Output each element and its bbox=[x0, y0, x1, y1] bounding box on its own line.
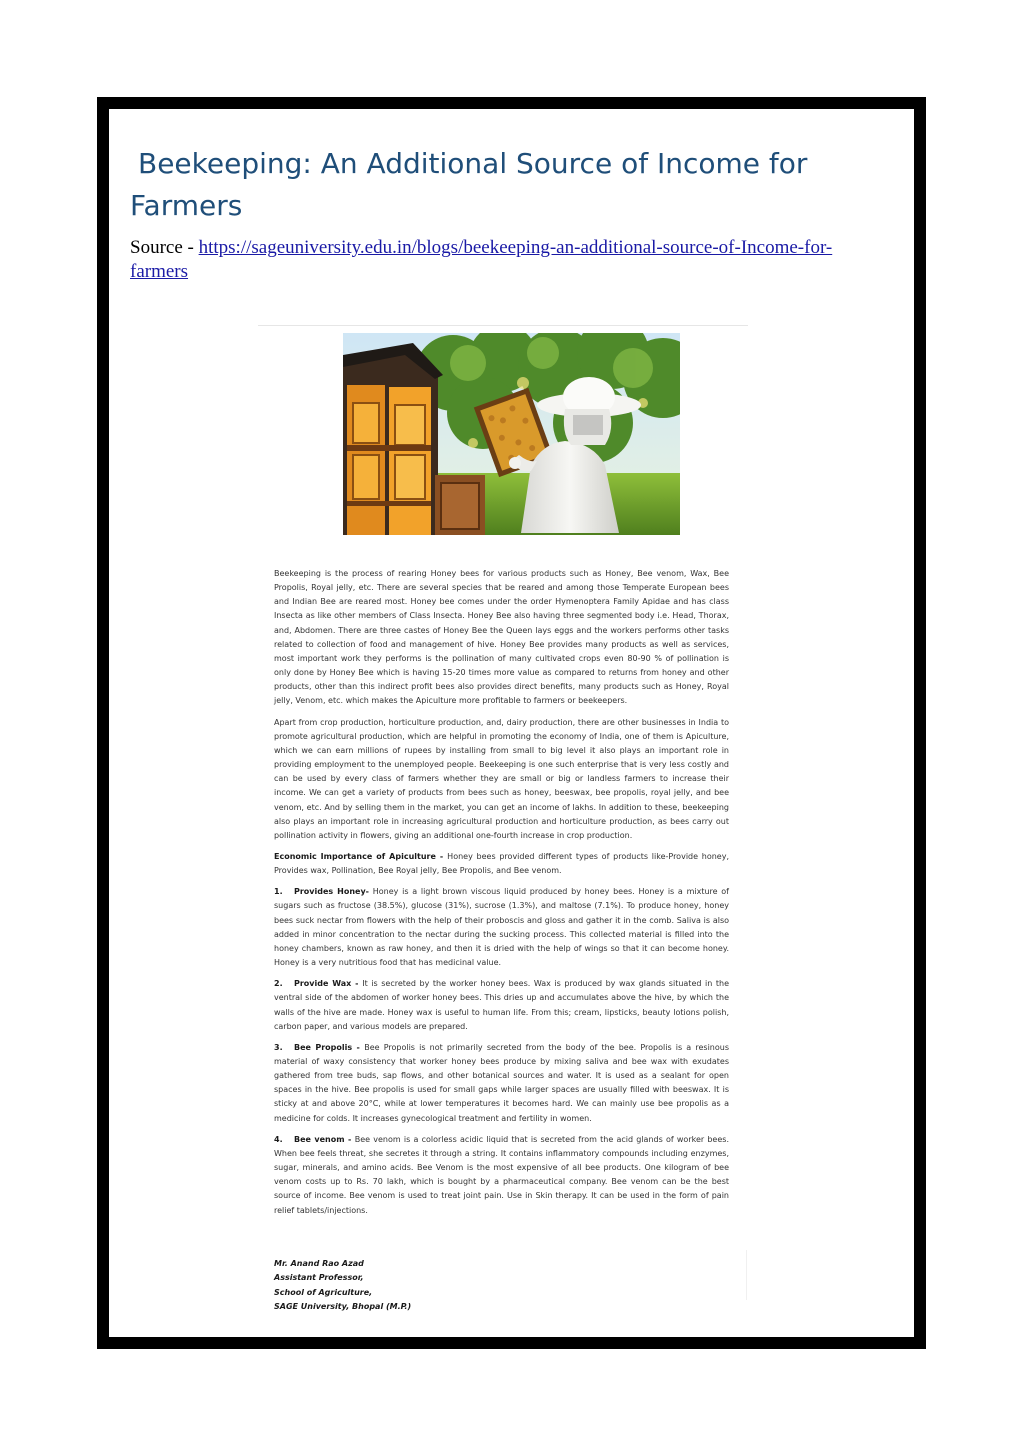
source-link[interactable] bbox=[130, 237, 900, 284]
item-number: 1. bbox=[274, 887, 283, 897]
item-heading: Bee Propolis - bbox=[294, 1042, 365, 1052]
intro-paragraph: Beekeeping is the process of rearing Honey bees for various products such as Honey, Bee venom, Wax, Bee Propolis, Royal jelly, etc. There are several species that be reared and among those Temperate European bees and Indian Bee are reared most. Honey bee comes under the order Hymenoptera Family Apidae and has class Insecta as like other members of Class Insecta. Honey Bee also having three segmented body i.e. Head, Thorax, and, Abdomen. There are three castes of Honey Bee the Queen lays eggs and the workers performs other tasks related to collection of food and management of hive. Honey Bee provides many products as well as services, most important work they performs is the pollination of many cultivated crops even 80-90 % of pollination is only done by Honey Bee which is having 15-20 times more value as compared to returns from honey and other products, other than this indirect profit bees also provides direct benefits, many products such as Honey, Royal jelly, Venom, etc. which makes the Apiculture more profitable to farmers or beekeepers. bbox=[274, 569, 729, 706]
list-item-propolis bbox=[274, 1041, 729, 1126]
title-line-2: Farmers bbox=[130, 189, 243, 222]
item-heading: Bee venom - bbox=[294, 1134, 355, 1144]
source-link-part-2: farmers bbox=[130, 261, 189, 282]
list-item-wax bbox=[274, 977, 729, 1034]
economic-importance-text: Honey bees provided different types of products like-Provide honey, Provides wax, Pollination, Bee Royal jelly, Bee Propolis, and Bee venom. bbox=[274, 851, 730, 876]
divider bbox=[746, 1250, 747, 1300]
economic-importance-heading: Economic Importance of Apiculture - bbox=[274, 851, 448, 861]
economic-importance-paragraph bbox=[274, 850, 729, 878]
author-role: Assistant Professor, bbox=[274, 1273, 364, 1283]
divider bbox=[258, 325, 748, 326]
author-signature bbox=[274, 1257, 411, 1314]
article-body bbox=[274, 567, 729, 1225]
list-item-honey bbox=[274, 885, 729, 970]
item-text: Bee Propolis is not primarily secreted from the body of the bee. Propolis is a resinous material of waxy consistency that worker honey bees produce by mixing saliva and bee wax with exudates gathered from tree buds, sap flows, and other botanical sources and water. It is used as a sealant for open spaces in the hive. Bee propolis is used for small gaps while larger spaces are usually filled with beeswax. It is sticky at and above 20°C, while at lower temperatures it becomes hard. We can mainly use bee propolis as a medicine for colds. It increases gynecological treatment and fertility in women. bbox=[274, 1042, 729, 1123]
list-item-venom bbox=[274, 1133, 729, 1218]
item-number: 3. bbox=[274, 1042, 283, 1052]
author-university: SAGE University, Bhopal (M.P.) bbox=[274, 1301, 412, 1311]
page-title bbox=[130, 143, 830, 227]
item-text: Honey is a light brown viscous liquid produced by honey bees. Honey is a mixture of sugars such as fructose (38.5%), glucose (31%), sucrose (1.3%), and maltose (7.1%). To produce honey, honey bees suck nectar from flowers with the help of their proboscis and gloss and gather it in the comb. Saliva is also added in minor concentration to the nectar during the sucking process. This collected material is filled into the honey chambers, known as raw honey, and then it is dried with the help of wings so that it can become honey. Honey is a very nutritious food that has medicinal value. bbox=[274, 887, 729, 968]
second-paragraph: Apart from crop production, horticulture production, and, dairy production, there are other businesses in India to promote agricultural production, which are helpful in promoting the economy of India, one of them is Apiculture, which we can earn millions of rupees by installing from small to big level it also plays an important role in providing employment to the unemployed people. Beekeeping is one such enterprise that is very less costly and can be used by every class of farmers whether they are small or big or landless farmers to increase their income. We can get a variety of products from bees such as honey, beeswax, bee propolis, royal jelly, and bee venom, etc. And by selling them in the market, you can get an income of lakhs. In addition to these, beekeeping also plays an important role in increasing agricultural production and horticulture production, as bees carry out pollination activity in flowers, giving an additional one-fourth increase in crop production. bbox=[274, 717, 729, 840]
author-school: School of Agriculture, bbox=[274, 1287, 373, 1297]
item-number: 2. bbox=[274, 979, 283, 989]
item-heading: Provides Honey- bbox=[294, 887, 369, 897]
author-name: Mr. Anand Rao Azad bbox=[274, 1259, 364, 1268]
title-line-1: Beekeeping: An Additional Source of Income for bbox=[138, 147, 808, 180]
source-link-part-1: https://sageuniversity.edu.in/blogs/beekeeping-an-additional-source-of-Income-for- bbox=[198, 237, 833, 258]
beekeeper-photo bbox=[343, 333, 680, 535]
item-heading: Provide Wax - bbox=[294, 979, 363, 989]
item-text: It is secreted by the worker honey bees. Wax is produced by wax glands situated in the ventral side of the abdomen of worker honey bees. This dries up and accumulates above the hive, by which the walls of the hive are made. Honey wax is useful to human life. From this; cream, lipsticks, beauty lotions polish, carbon paper, and various models are prepared. bbox=[274, 979, 729, 1031]
source-label: Source - bbox=[130, 237, 199, 258]
source-line bbox=[130, 236, 900, 284]
item-number: 4. bbox=[274, 1134, 283, 1144]
item-text: Bee venom is a colorless acidic liquid that is secreted from the acid glands of worker bees. When bee feels threat, she secretes it through a string. It contains inflammatory compounds including enzymes, sugar, minerals, and amino acids. Bee Venom is the most expensive of all bee products. One kilogram of bee venom costs up to Rs. 70 lakh, which is bought by a pharmaceutical company. Bee venom can be the best source of income. Bee venom is used to treat joint pain. Use in Skin therapy. It can be used in the form of pain relief tablets/injections. bbox=[274, 1134, 729, 1215]
